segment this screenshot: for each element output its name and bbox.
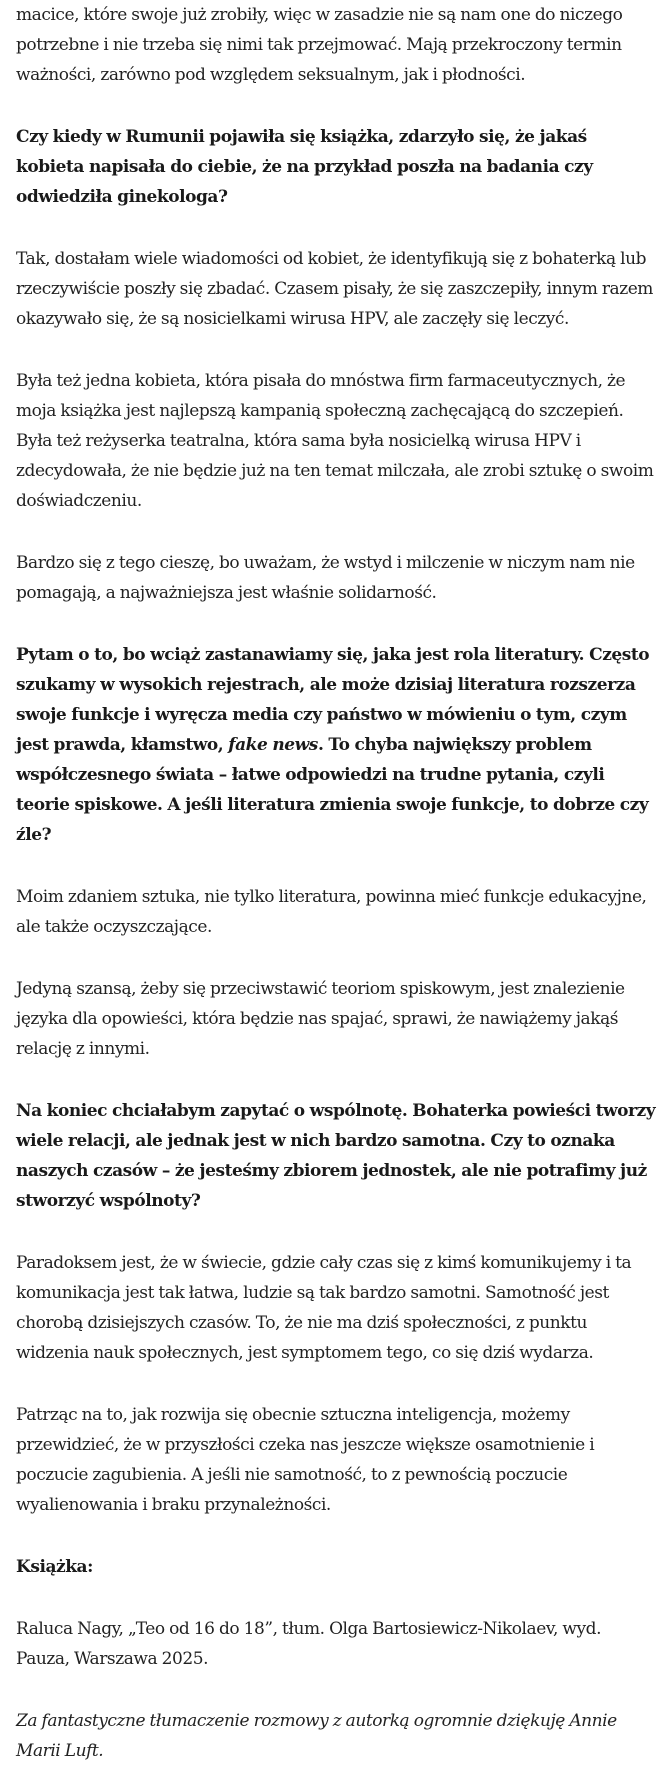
question-text: Pytam o to, bo wciąż zastanawiamy się, jaka jest rola literatury. Często szukamy w wysokich rejestrach, ale może dzisiaj literatura rozszerza swoje funkcje i wyręcza media czy państwo w mówieniu o tym, czym jest prawda, kłamstwo, xyxy=(16,645,650,755)
answer-paragraph: Bardzo się z tego cieszę, bo uważam, że wstyd i milczenie w niczym nam nie pomagają, a najważniejsza jest właśnie solidarność. xyxy=(16,553,635,603)
thanks-note: Za fantastyczne tłumaczenie rozmowy z autorką ogromnie dziękuję Annie Marii Luft. xyxy=(16,1711,617,1761)
question-emphasis: fake news xyxy=(228,735,318,755)
question-paragraph xyxy=(16,640,656,850)
answer-paragraph: Paradoksem jest, że w świecie, gdzie cały czas się z kimś komunikujemy i ta komunikacja jest tak łatwa, ludzie są tak bardzo samotni. Samotność jest chorobą dzisiejszych czasów. To, że nie ma dziś społeczności, z punktu widzenia nauk społecznych, jest symptomem tego, co się dziś wydarza. xyxy=(16,1253,632,1363)
answer-paragraph: Jedyną szansą, żeby się przeciwstawić teoriom spiskowym, jest znalezienie języka dla opowieści, która będzie nas spajać, sprawi, że nawiążemy jakąś relację z innymi. xyxy=(16,979,625,1059)
answer-paragraph: macice, które swoje już zrobiły, więc w zasadzie nie są nam one do niczego potrzebne i nie trzeba się nimi tak przejmować. Mają przekroczony termin ważności, zarówno pod względem seksualnym, jak i płodności. xyxy=(16,5,623,85)
answer-paragraph: Patrząc na to, jak rozwija się obecnie sztuczna inteligencja, możemy przewidzieć, że w przyszłości czeka nas jeszcze większe osamotnienie i poczucie zagubienia. A jeśli nie samotność, to z pewnością poczucie wyalienowania i braku przynależności. xyxy=(16,1405,595,1515)
book-info: Raluca Nagy, „Teo od 16 do 18”, tłum. Olga Bartosiewicz-Nikolaev, wyd. Pauza, Warszawa 2025. xyxy=(16,1619,602,1669)
answer-paragraph: Tak, dostałam wiele wiadomości od kobiet, że identyfikują się z bohaterką lub rzeczywiście poszły się zbadać. Czasem pisały, że się zaszczepiły, innym razem okazywało się, że są nosicielkami wirusa HPV, ale zaczęły się leczyć. xyxy=(16,249,653,329)
book-label: Książka: xyxy=(16,1557,93,1577)
question-text: . To chyba największy problem współczesnego świata – łatwe odpowiedzi na trudne pytania, czyli teorie spiskowe. A jeśli literatura zmienia swoje funkcje, to dobrze czy źle? xyxy=(16,735,649,845)
question-paragraph: Na koniec chciałabym zapytać o wspólnotę. Bohaterka powieści tworzy wiele relacji, ale jednak jest w nich bardzo samotna. Czy to oznaka naszych czasów – że jesteśmy zbiorem jednostek, ale nie potrafimy już stworzyć wspólnoty? xyxy=(16,1101,656,1211)
answer-paragraph: Moim zdaniem sztuka, nie tylko literatura, powinna mieć funkcje edukacyjne, ale także oczyszczające. xyxy=(16,887,647,937)
answer-paragraph: Była też jedna kobieta, która pisała do mnóstwa firm farmaceutycznych, że moja książka jest najlepszą kampanią społeczną zachęcającą do szczepień. Była też reżyserka teatralna, która sama była nosicielką wirusa HPV i zdecydowała, że nie będzie już na ten temat milczała, ale zrobi sztukę o swoim doświadczeniu. xyxy=(16,371,654,511)
question-paragraph: Czy kiedy w Rumunii pojawiła się książka, zdarzyło się, że jakaś kobieta napisała do ciebie, że na przykład poszła na badania czy odwiedziła ginekologa? xyxy=(16,127,593,207)
article-body xyxy=(16,0,656,1766)
